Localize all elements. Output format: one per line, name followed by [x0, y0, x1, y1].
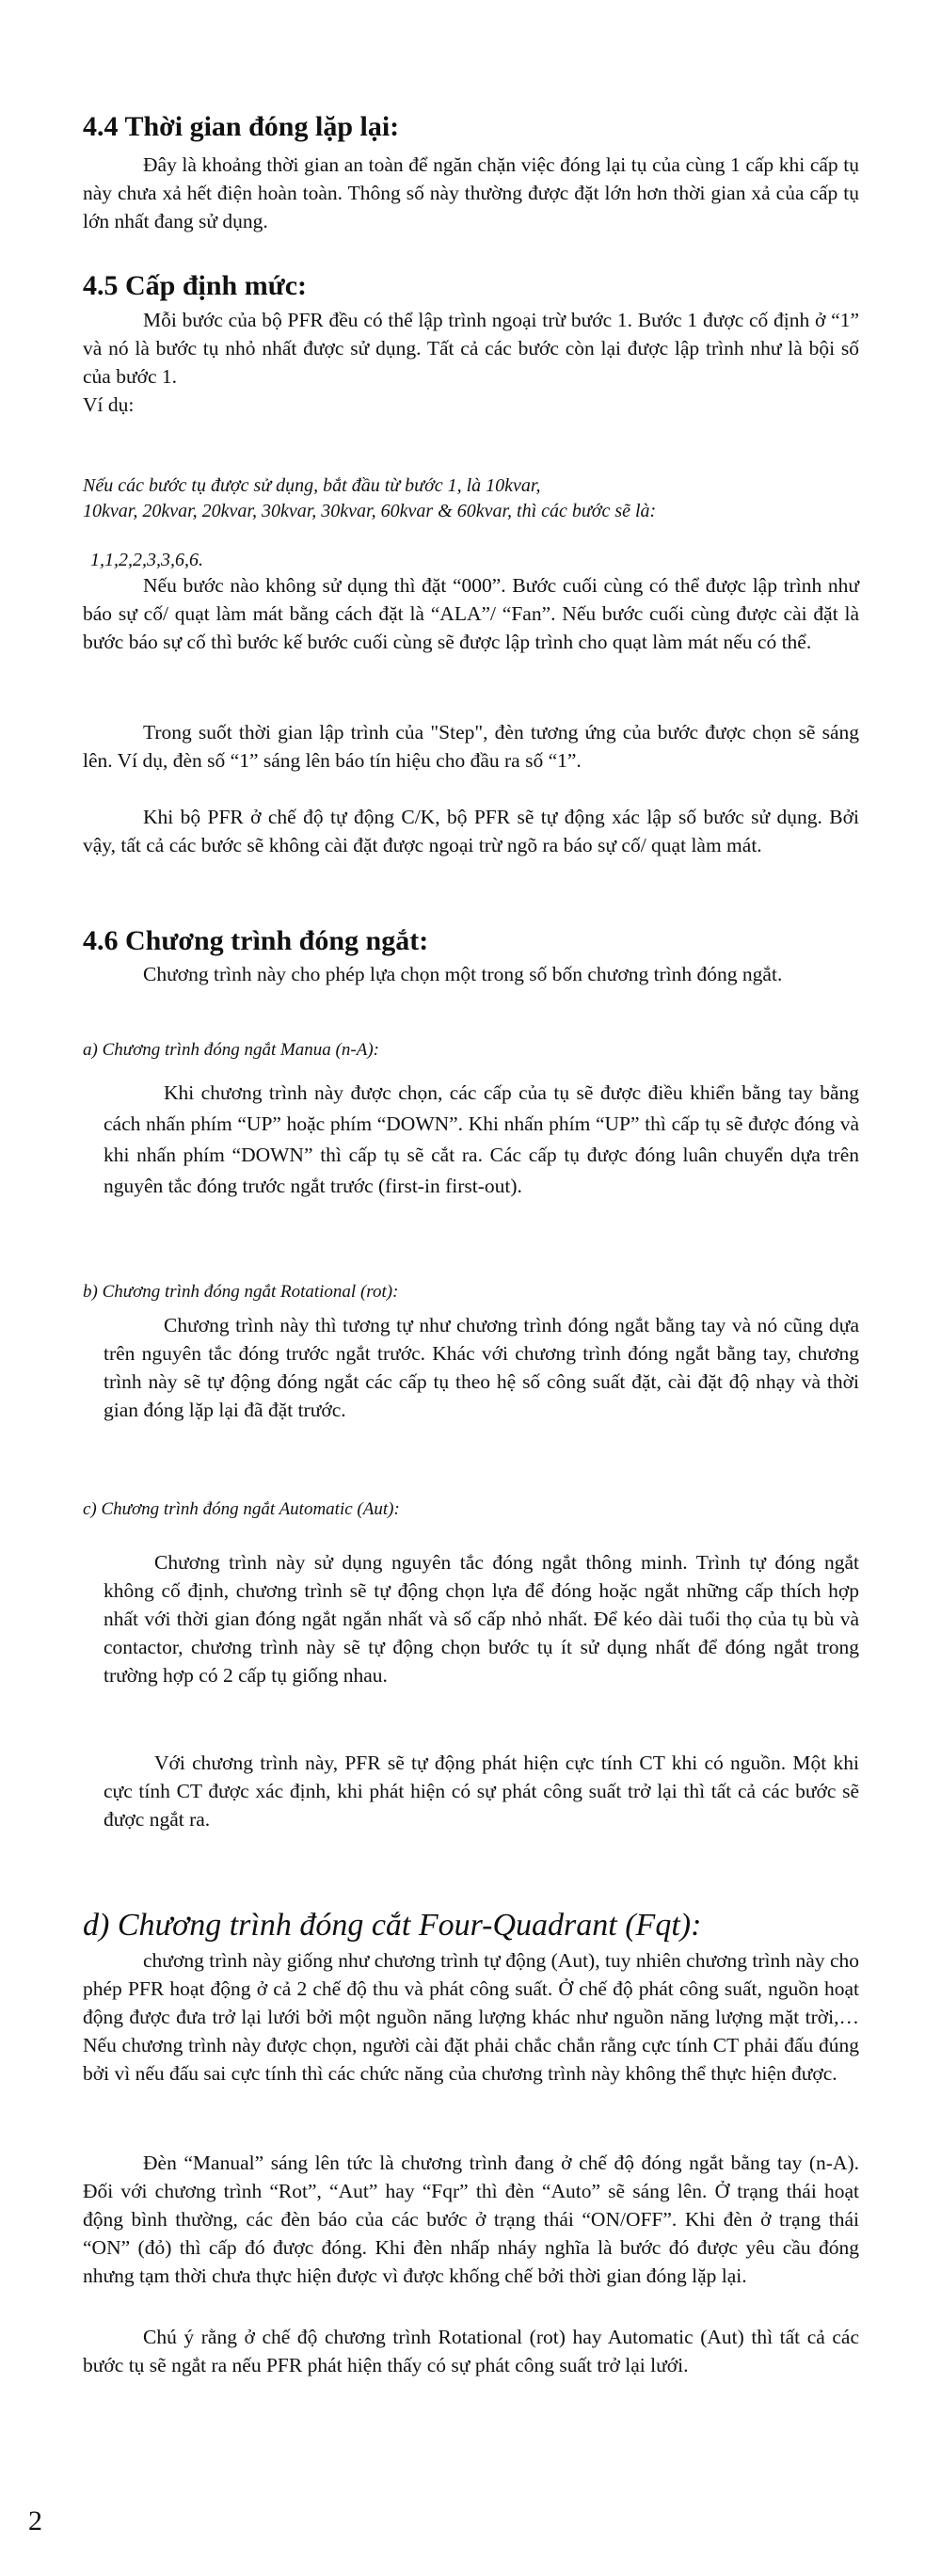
- page-number: 2: [28, 2505, 42, 2536]
- example-line-1: Nếu các bước tụ được sử dụng, bắt đầu từ bước 1, là 10kvar,: [83, 475, 541, 496]
- section-4-5-paragraph-2: Nếu bước nào không sử dụng thì đặt “000”. Bước cuối cùng có thể được lập trình như báo sự cố/ quạt làm mát bằng cách đặt là “ALA”/ “Fan”. Nếu bước cuối cùng được cài đặt là bước báo sự cố thì bước kế bước cuối cùng sẽ được lập trình cho quạt làm mát nếu có thể.: [83, 574, 859, 653]
- subsection-d-paragraph-2: Đèn “Manual” sáng lên tức là chương trình đang ở chế độ đóng ngắt bằng tay (n-A). Đối với chương trình “Rot”, “Aut” hay “Fqr” thì đèn “Auto” sẽ sáng lên. Ở trạng thái hoạt động bình thường, các đèn báo của các bước ở trạng thái “ON/OFF”. Khi đèn ở trạng thái “ON” (đỏ) thì cấp đó được đóng. Khi đèn nhấp nháy nghĩa là bước đó được yêu cầu đóng nhưng tạm thời chưa thực hiện được vì được khống chế bởi thời gian đóng lặp lại.: [83, 2152, 859, 2287]
- section-4-5-title: 4.5 Cấp định mức:: [83, 270, 308, 301]
- section-4-5-paragraph-4: Khi bộ PFR ở chế độ tự động C/K, bộ PFR sẽ tự động xác lập số bước sử dụng. Bởi vậy, tất cả các bước sẽ không cài đặt được ngoại trừ ngõ ra báo sự cố/ quạt làm mát.: [83, 806, 859, 856]
- subsection-a-paragraph: Khi chương trình này được chọn, các cấp của tụ sẽ được điều khiển bằng tay bằng cách nhấn phím “UP” hoặc phím “DOWN”. Khi nhấn phím “UP” thì cấp tụ sẽ được đóng và khi nhấn phím “DOWN” thì cấp tụ sẽ cắt ra. Các cấp tụ được đóng luân chuyển dựa trên nguyên tắc đóng trước ngắt trước (first-in first-out).: [104, 1081, 859, 1197]
- subsection-d-paragraph: chương trình này giống như chương trình tự động (Aut), tuy nhiên chương trình này cho phép PFR hoạt động ở cả 2 chế độ thu và phát công suất. Ở chế độ phát công suất, nguồn hoạt động được đưa trở lại lưới bởi một nguồn năng lượng khác như nguồn năng lượng mặt trời,…Nếu chương trình này được chọn, người cài đặt phải chắc chắn rằng cực tính CT phải đấu đúng bởi vì nếu đấu sai cực tính thì các chức năng của chương trình này không thể thực hiện được.: [83, 1949, 859, 2085]
- section-4-5-paragraph: Mỗi bước của bộ PFR đều có thể lập trình ngoại trừ bước 1. Bước 1 được cố định ở “1” và nó là bước tụ nhỏ nhất được sử dụng. Tất cả các bước còn lại được lập trình như là bội số của bước 1.: [83, 309, 859, 388]
- example-sequence: 1,1,2,2,3,3,6,6.: [90, 550, 203, 570]
- example-label: Ví dụ:: [83, 393, 135, 416]
- section-4-6-title: 4.6 Chương trình đóng ngắt:: [83, 925, 429, 956]
- subsection-b-title: b) Chương trình đóng ngắt Rotational (rot):: [83, 1282, 399, 1302]
- subsection-b-paragraph: Chương trình này thì tương tự như chương trình đóng ngắt bằng tay và nó cũng dựa trên nguyên tắc đóng trước ngắt trước. Khác với chương trình đóng ngắt bằng tay, chương trình này sẽ tự động đóng ngắt các cấp tụ theo hệ số công suất đặt, cài đặt độ nhạy và thời gian đóng lặp lại đã đặt trước.: [104, 1314, 859, 1421]
- section-4-5-paragraph-3: Trong suốt thời gian lập trình của "Step", đèn tương ứng của bước được chọn sẽ sáng lên. Ví dụ, đèn số “1” sáng lên báo tín hiệu cho đầu ra số “1”.: [83, 721, 859, 772]
- subsection-a-title: a) Chương trình đóng ngắt Manua (n-A):: [83, 1040, 379, 1060]
- section-4-6-intro: Chương trình này cho phép lựa chọn một trong số bốn chương trình đóng ngắt.: [143, 963, 783, 985]
- example-line-2: 10kvar, 20kvar, 20kvar, 30kvar, 30kvar, 60kvar & 60kvar, thì các bước sẽ là:: [83, 501, 657, 521]
- subsection-c-title: c) Chương trình đóng ngắt Automatic (Aut):: [83, 1499, 400, 1519]
- subsection-d-paragraph-3: Chú ý rằng ở chế độ chương trình Rotational (rot) hay Automatic (Aut) thì tất cả các bước tụ sẽ ngắt ra nếu PFR phát hiện thấy có sự phát công suất trở lại lưới.: [83, 2326, 859, 2376]
- subsection-d-title: d) Chương trình đóng cắt Four-Quadrant (Fqt):: [83, 1908, 702, 1943]
- section-4-4-paragraph: Đây là khoảng thời gian an toàn để ngăn chặn việc đóng lại tụ của cùng 1 cấp khi cấp tụ này chưa xả hết điện hoàn toàn. Thông số này thường được đặt lớn hơn thời gian xả của cấp tụ lớn nhất đang sử dụng.: [83, 153, 859, 232]
- subsection-c-paragraph: Chương trình này sử dụng nguyên tắc đóng ngắt thông minh. Trình tự đóng ngắt không cố định, chương trình sẽ tự động chọn lựa để đóng hoặc ngắt những cấp thích hợp nhất với thời gian đóng ngắt ngắn nhất và số cấp nhỏ nhất. Để kéo dài tuổi thọ của tụ bù và contactor, chương trình này sẽ tự động chọn bước tụ ít sử dụng nhất để đóng ngắt trong trường hợp có 2 cấp tụ giống nhau.: [104, 1551, 859, 1687]
- section-4-4-title: 4.4 Thời gian đóng lặp lại:: [83, 111, 400, 142]
- subsection-c-paragraph-2: Với chương trình này, PFR sẽ tự động phát hiện cực tính CT khi có nguồn. Một khi cực tính CT được xác định, khi phát hiện có sự phát công suất trở lại thì tất cả các bước sẽ được ngắt ra.: [104, 1752, 859, 1831]
